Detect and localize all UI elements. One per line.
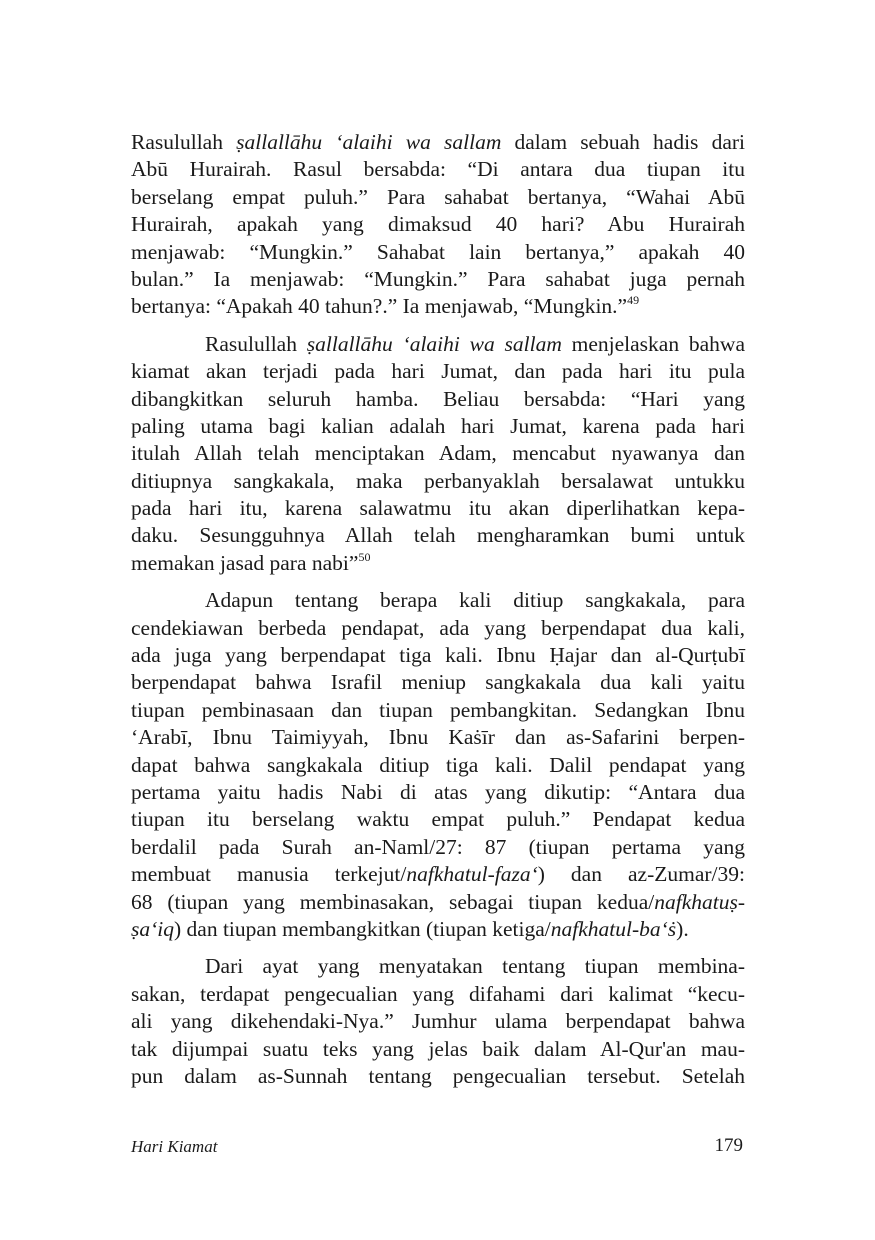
text-line — [131, 331, 745, 358]
text-run: pun dalam as-Sunnah tentang pengecualian tersebut. Setelah — [131, 1063, 745, 1088]
footnote-ref: 50 — [358, 549, 371, 564]
text-run: ) dan tiupan membangkitkan (tiupan ketiga/ — [174, 916, 551, 941]
text-line — [131, 440, 745, 467]
text-run: cendekiawan berbeda pendapat, ada yang berpendapat dua kali, — [131, 615, 745, 640]
text-line — [131, 156, 745, 183]
italic-term: ṣa‘iq — [131, 916, 174, 941]
text-run: Dari ayat yang menyatakan tentang tiupan membina- — [205, 954, 745, 979]
text-run: kiamat akan terjadi pada hari Jumat, dan pada hari itu pula — [131, 359, 745, 384]
text-run: tiupan pembinasaan dan tiupan pembangkitan. Sedangkan Ibnu — [131, 697, 745, 722]
text-run: ada juga yang berpendapat tiga kali. Ibnu Ḥajar dan al-Qurṭubī — [131, 643, 745, 668]
text-line — [131, 724, 745, 751]
paragraph-gap — [131, 577, 745, 587]
text-line — [131, 1063, 745, 1090]
text-run: berpendapat bahwa Israfil meniup sangkakala dua kali yaitu — [131, 670, 745, 695]
text-run: Rasulullah — [131, 130, 237, 154]
text-run: dapat bahwa sangkakala ditiup tiga kali. Dalil pendapat yang — [131, 752, 745, 777]
paragraph-gap — [131, 321, 745, 331]
text-run: 68 (tiupan yang membinasakan, sebagai tiupan kedua/ — [131, 889, 655, 914]
text-run: ). — [676, 916, 689, 941]
text-run: tak dijumpai suatu teks yang jelas baik dalam Al-Qur'an mau- — [131, 1036, 745, 1061]
text-line — [131, 358, 745, 385]
text-run: ) dan az-Zumar/39: — [537, 862, 745, 887]
text-line — [131, 953, 745, 980]
text-run: ali yang dikehendaki-Nya.” Jumhur ulama berpendapat bahwa — [131, 1009, 745, 1034]
text-line — [131, 1008, 745, 1035]
italic-term: nafkhatul-faza‘ — [406, 862, 538, 887]
text-line — [131, 266, 745, 293]
text-run: membuat manusia terkejut/ — [131, 862, 407, 887]
text-line — [131, 889, 745, 916]
text-line — [131, 129, 745, 156]
text-run: pertama yaitu hadis Nabi di atas yang dikutip: “Antara dua — [131, 779, 745, 804]
text-run: Abū Hurairah. Rasul bersabda: “Di antara dua tiupan itu — [131, 157, 745, 182]
italic-term: nafkhatuṣ- — [654, 889, 745, 914]
text-run: paling utama bagi kalian adalah hari Jumat, karena pada hari — [131, 413, 745, 438]
text-run: sakan, terdapat pengecualian yang difahami dari kalimat “kecu- — [131, 981, 745, 1006]
text-line — [131, 861, 745, 888]
text-run: dibangkitkan seluruh hamba. Beliau bersabda: “Hari yang — [131, 386, 745, 411]
text-line — [131, 806, 745, 833]
text-line — [131, 239, 745, 266]
text-run: ditiupnya sangkakala, maka perbanyaklah bersalawat untukku — [131, 468, 745, 493]
text-line — [131, 697, 745, 724]
text-run: menjawab: “Mungkin.” Sahabat lain bertanya,” apakah 40 — [131, 239, 745, 264]
italic-term: nafkhatul-ba‘ṡ — [550, 916, 677, 941]
text-line — [131, 468, 745, 495]
text-line — [131, 587, 745, 614]
text-run: daku. Sesungguhnya Allah telah mengharamkan bumi untuk — [131, 523, 745, 548]
text-run: Hurairah, apakah yang dimaksud 40 hari? Abu Hurairah — [131, 212, 745, 237]
italic-term: ṣallallāhu ‘alaihi wa sallam — [306, 331, 562, 356]
text-run: bertanya: “Apakah 40 tahun?.” Ia menjawab, “Mungkin.” — [131, 294, 628, 319]
text-line — [131, 522, 745, 549]
footnote-ref: 49 — [627, 293, 640, 308]
page-number: 179 — [714, 1135, 743, 1156]
text-line — [131, 413, 745, 440]
text-run: ‘Arabī, Ibnu Taimiyyah, Ibnu Kaṡīr dan as-Safarini berpen- — [131, 725, 745, 750]
text-line — [131, 293, 745, 320]
italic-term: ṣallallāhu ‘alaihi wa sallam — [236, 130, 502, 154]
text-run: Adapun tentang berapa kali ditiup sangkakala, para — [205, 588, 745, 613]
text-line — [131, 550, 745, 577]
text-run: Rasulullah — [205, 331, 307, 356]
text-line — [131, 779, 745, 806]
text-line — [131, 981, 745, 1008]
text-line — [131, 211, 745, 238]
text-run: berselang empat puluh.” Para sahabat bertanya, “Wahai Abū — [131, 184, 745, 209]
running-title: Hari Kiamat — [131, 1137, 218, 1156]
text-line — [131, 916, 745, 943]
text-line — [131, 1036, 745, 1063]
text-line — [131, 184, 745, 211]
text-run: berdalil pada Surah an-Naml/27: 87 (tiupan pertama yang — [131, 834, 745, 859]
text-line — [131, 642, 745, 669]
text-run: tiupan itu berselang waktu empat puluh.” Pendapat kedua — [131, 807, 745, 832]
text-run: dalam sebuah hadis dari — [501, 130, 746, 154]
paragraph-gap — [131, 943, 745, 953]
text-line — [131, 386, 745, 413]
text-line — [131, 834, 745, 861]
text-run: memakan jasad para nabi” — [131, 550, 359, 575]
text-line — [131, 615, 745, 642]
text-line — [131, 495, 745, 522]
text-run: bulan.” Ia menjawab: “Mungkin.” Para sahabat juga pernah — [131, 266, 745, 291]
text-line — [131, 669, 745, 696]
body-text — [131, 129, 745, 1090]
text-run: menjelaskan bahwa — [561, 331, 745, 356]
text-line — [131, 752, 745, 779]
text-run: pada hari itu, karena salawatmu itu akan diperlihatkan kepa- — [131, 496, 745, 521]
text-run: itulah Allah telah menciptakan Adam, mencabut nyawanya dan — [131, 441, 745, 466]
